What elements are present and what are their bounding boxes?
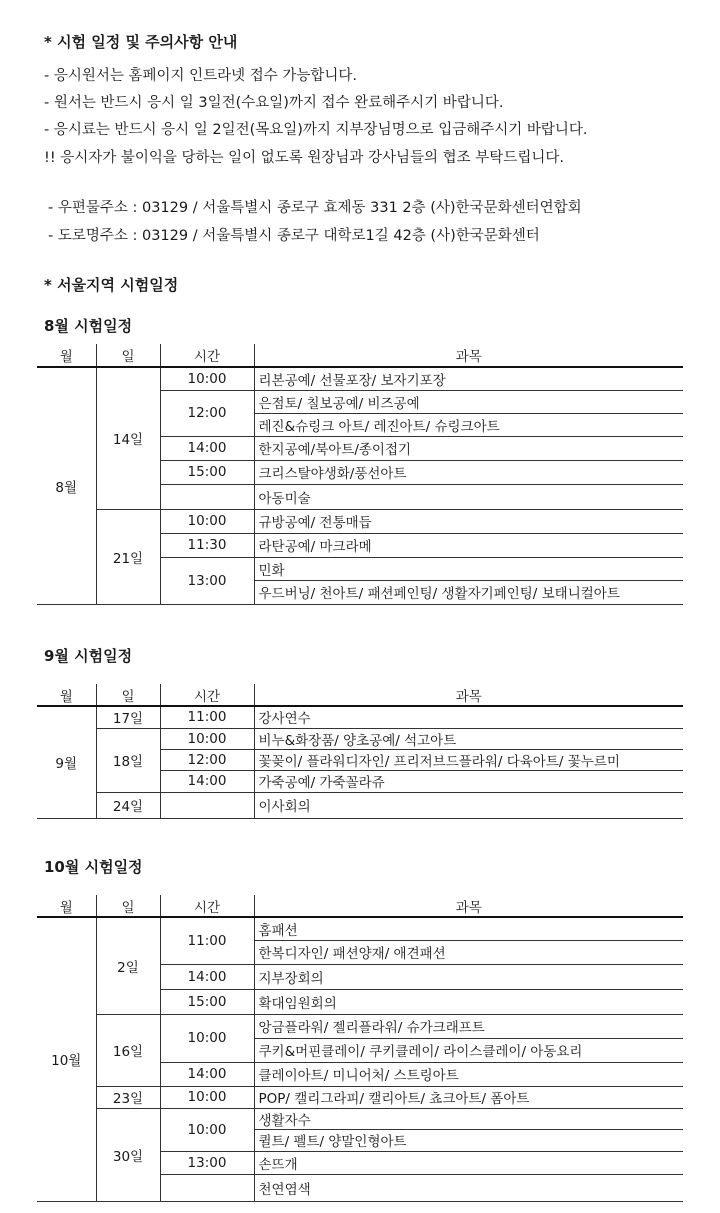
- subject-cell: 크리스탈야생화/풍선아트: [254, 460, 683, 484]
- time-cell: 10:00: [160, 1108, 254, 1151]
- time-cell: 12:00: [160, 390, 254, 436]
- time-cell: 10:00: [160, 1014, 254, 1062]
- subject-cell: 생활자수: [254, 1108, 683, 1129]
- subject-cell: 라탄공예/ 마크라메: [254, 533, 683, 557]
- time-cell: 14:00: [160, 964, 254, 989]
- month-cell: 8월: [37, 367, 96, 604]
- time-cell: 10:00: [160, 1086, 254, 1108]
- header-subject: 과목: [254, 895, 683, 917]
- time-cell: 14:00: [160, 436, 254, 460]
- time-cell-empty: [160, 484, 254, 509]
- day-cell: 16일: [96, 1014, 160, 1086]
- notice-line-3: - 응시료는 반드시 응시 일 2일전(목요일)까지 지부장님명으로 입금해주시기 바랍니다.: [44, 122, 588, 138]
- sep-schedule-table: [37, 684, 683, 819]
- subject-cell: 규방공예/ 전통매듭: [254, 509, 683, 533]
- header-day: 일: [96, 344, 160, 367]
- time-cell: 15:00: [160, 460, 254, 484]
- table-header-row: [37, 344, 683, 367]
- time-cell: 11:00: [160, 917, 254, 964]
- subject-cell: 레진&슈링크 아트/ 레진아트/ 슈링크아트: [254, 413, 683, 436]
- header-time: 시간: [160, 344, 254, 367]
- header-subject: 과목: [254, 684, 683, 706]
- subject-cell: 이사회의: [254, 792, 683, 818]
- subject-cell: 클레이아트/ 미니어처/ 스트링아트: [254, 1062, 683, 1086]
- subject-cell: 꽃꽂이/ 플라워디자인/ 프리저브드플라워/ 다육아트/ 꽃누르미: [254, 749, 683, 770]
- subject-cell: 확대임원회의: [254, 989, 683, 1014]
- oct-schedule-table: [37, 895, 683, 1202]
- subject-cell: 아동미술: [254, 484, 683, 509]
- subject-cell: 퀼트/ 펠트/ 양말인형아트: [254, 1129, 683, 1151]
- road-address: - 도로명주소 : 03129 / 서울특별시 종로구 대학로1길 42층 (사)한국문화센터: [48, 228, 540, 244]
- subject-cell: 홈패션: [254, 917, 683, 940]
- time-cell: 11:30: [160, 533, 254, 557]
- subject-cell: 한복디자인/ 패션양재/ 애견패션: [254, 940, 683, 964]
- table-header-row: [37, 684, 683, 706]
- subject-cell: POP/ 캘리그라피/ 캘리아트/ 쵸크아트/ 폼아트: [254, 1086, 683, 1108]
- header-subject: 과목: [254, 344, 683, 367]
- time-cell: 13:00: [160, 1151, 254, 1174]
- table-row: [37, 917, 683, 940]
- day-cell: 23일: [96, 1086, 160, 1108]
- sep-title: 9월 시험일정: [44, 647, 133, 665]
- subject-cell: 민화: [254, 557, 683, 580]
- header-day: 일: [96, 895, 160, 917]
- day-cell: 24일: [96, 792, 160, 818]
- notice-line-4: !! 응시자가 불이익을 당하는 일이 없도록 원장님과 강사님들의 협조 부탁드립니다.: [44, 150, 564, 166]
- subject-cell: 은점토/ 칠보공예/ 비즈공예: [254, 390, 683, 413]
- month-cell: 10월: [37, 917, 96, 1201]
- subject-cell: 우드버닝/ 천아트/ 패션페인팅/ 생활자기페인팅/ 보태니컬아트: [254, 580, 683, 604]
- aug-schedule-table: [37, 344, 683, 605]
- notice-line-2: - 원서는 반드시 응시 일 3일전(수요일)까지 접수 완료해주시기 바랍니다.: [44, 95, 504, 111]
- time-cell: 14:00: [160, 770, 254, 792]
- day-cell: 2일: [96, 917, 160, 1014]
- month-cell: 9월: [37, 706, 96, 818]
- table-row: [37, 367, 683, 390]
- header-day: 일: [96, 684, 160, 706]
- subject-cell: 쿠키&머핀클레이/ 쿠키클레이/ 라이스클레이/ 아동요리: [254, 1038, 683, 1062]
- header-month: 월: [37, 344, 96, 367]
- table-row: [37, 706, 683, 728]
- header-time: 시간: [160, 895, 254, 917]
- notice-line-1: - 응시원서는 홈페이지 인트라넷 접수 가능합니다.: [44, 68, 358, 84]
- subject-cell: 앙금플라워/ 젤리플라워/ 슈가크래프트: [254, 1014, 683, 1038]
- table-row: [37, 792, 683, 818]
- oct-title: 10월 시험일정: [44, 858, 143, 876]
- subject-cell: 리본공예/ 선물포장/ 보자기포장: [254, 367, 683, 390]
- time-cell: 13:00: [160, 557, 254, 604]
- time-cell: 15:00: [160, 989, 254, 1014]
- subject-cell: 천연염색: [254, 1174, 683, 1201]
- table-row: [37, 1086, 683, 1108]
- time-cell: 11:00: [160, 706, 254, 728]
- table-row: [37, 728, 683, 749]
- time-cell: 12:00: [160, 749, 254, 770]
- subject-cell: 지부장회의: [254, 964, 683, 989]
- time-cell: 10:00: [160, 728, 254, 749]
- time-cell-empty: [160, 1174, 254, 1201]
- day-cell: 30일: [96, 1108, 160, 1201]
- region-title: * 서울지역 시험일정: [44, 276, 179, 294]
- notice-title: * 시험 일정 및 주의사항 안내: [44, 33, 238, 51]
- header-month: 월: [37, 684, 96, 706]
- day-cell: 18일: [96, 728, 160, 792]
- time-cell: 14:00: [160, 1062, 254, 1086]
- table-row: [37, 1014, 683, 1038]
- table-header-row: [37, 895, 683, 917]
- aug-title: 8월 시험일정: [44, 317, 133, 335]
- time-cell: 10:00: [160, 509, 254, 533]
- subject-cell: 비누&화장품/ 양초공예/ 석고아트: [254, 728, 683, 749]
- subject-cell: 한지공예/북아트/종이접기: [254, 436, 683, 460]
- postal-address: - 우편물주소 : 03129 / 서울특별시 종로구 효제동 331 2층 (사)한국문화센터연합회: [48, 200, 582, 216]
- table-row: [37, 1108, 683, 1129]
- table-row: [37, 509, 683, 533]
- day-cell: 17일: [96, 706, 160, 728]
- subject-cell: 강사연수: [254, 706, 683, 728]
- time-cell: 10:00: [160, 367, 254, 390]
- time-cell-empty: [160, 792, 254, 818]
- header-month: 월: [37, 895, 96, 917]
- subject-cell: 손뜨개: [254, 1151, 683, 1174]
- day-cell: 14일: [96, 367, 160, 509]
- header-time: 시간: [160, 684, 254, 706]
- subject-cell: 가죽공예/ 가죽꼴라쥬: [254, 770, 683, 792]
- day-cell: 21일: [96, 509, 160, 604]
